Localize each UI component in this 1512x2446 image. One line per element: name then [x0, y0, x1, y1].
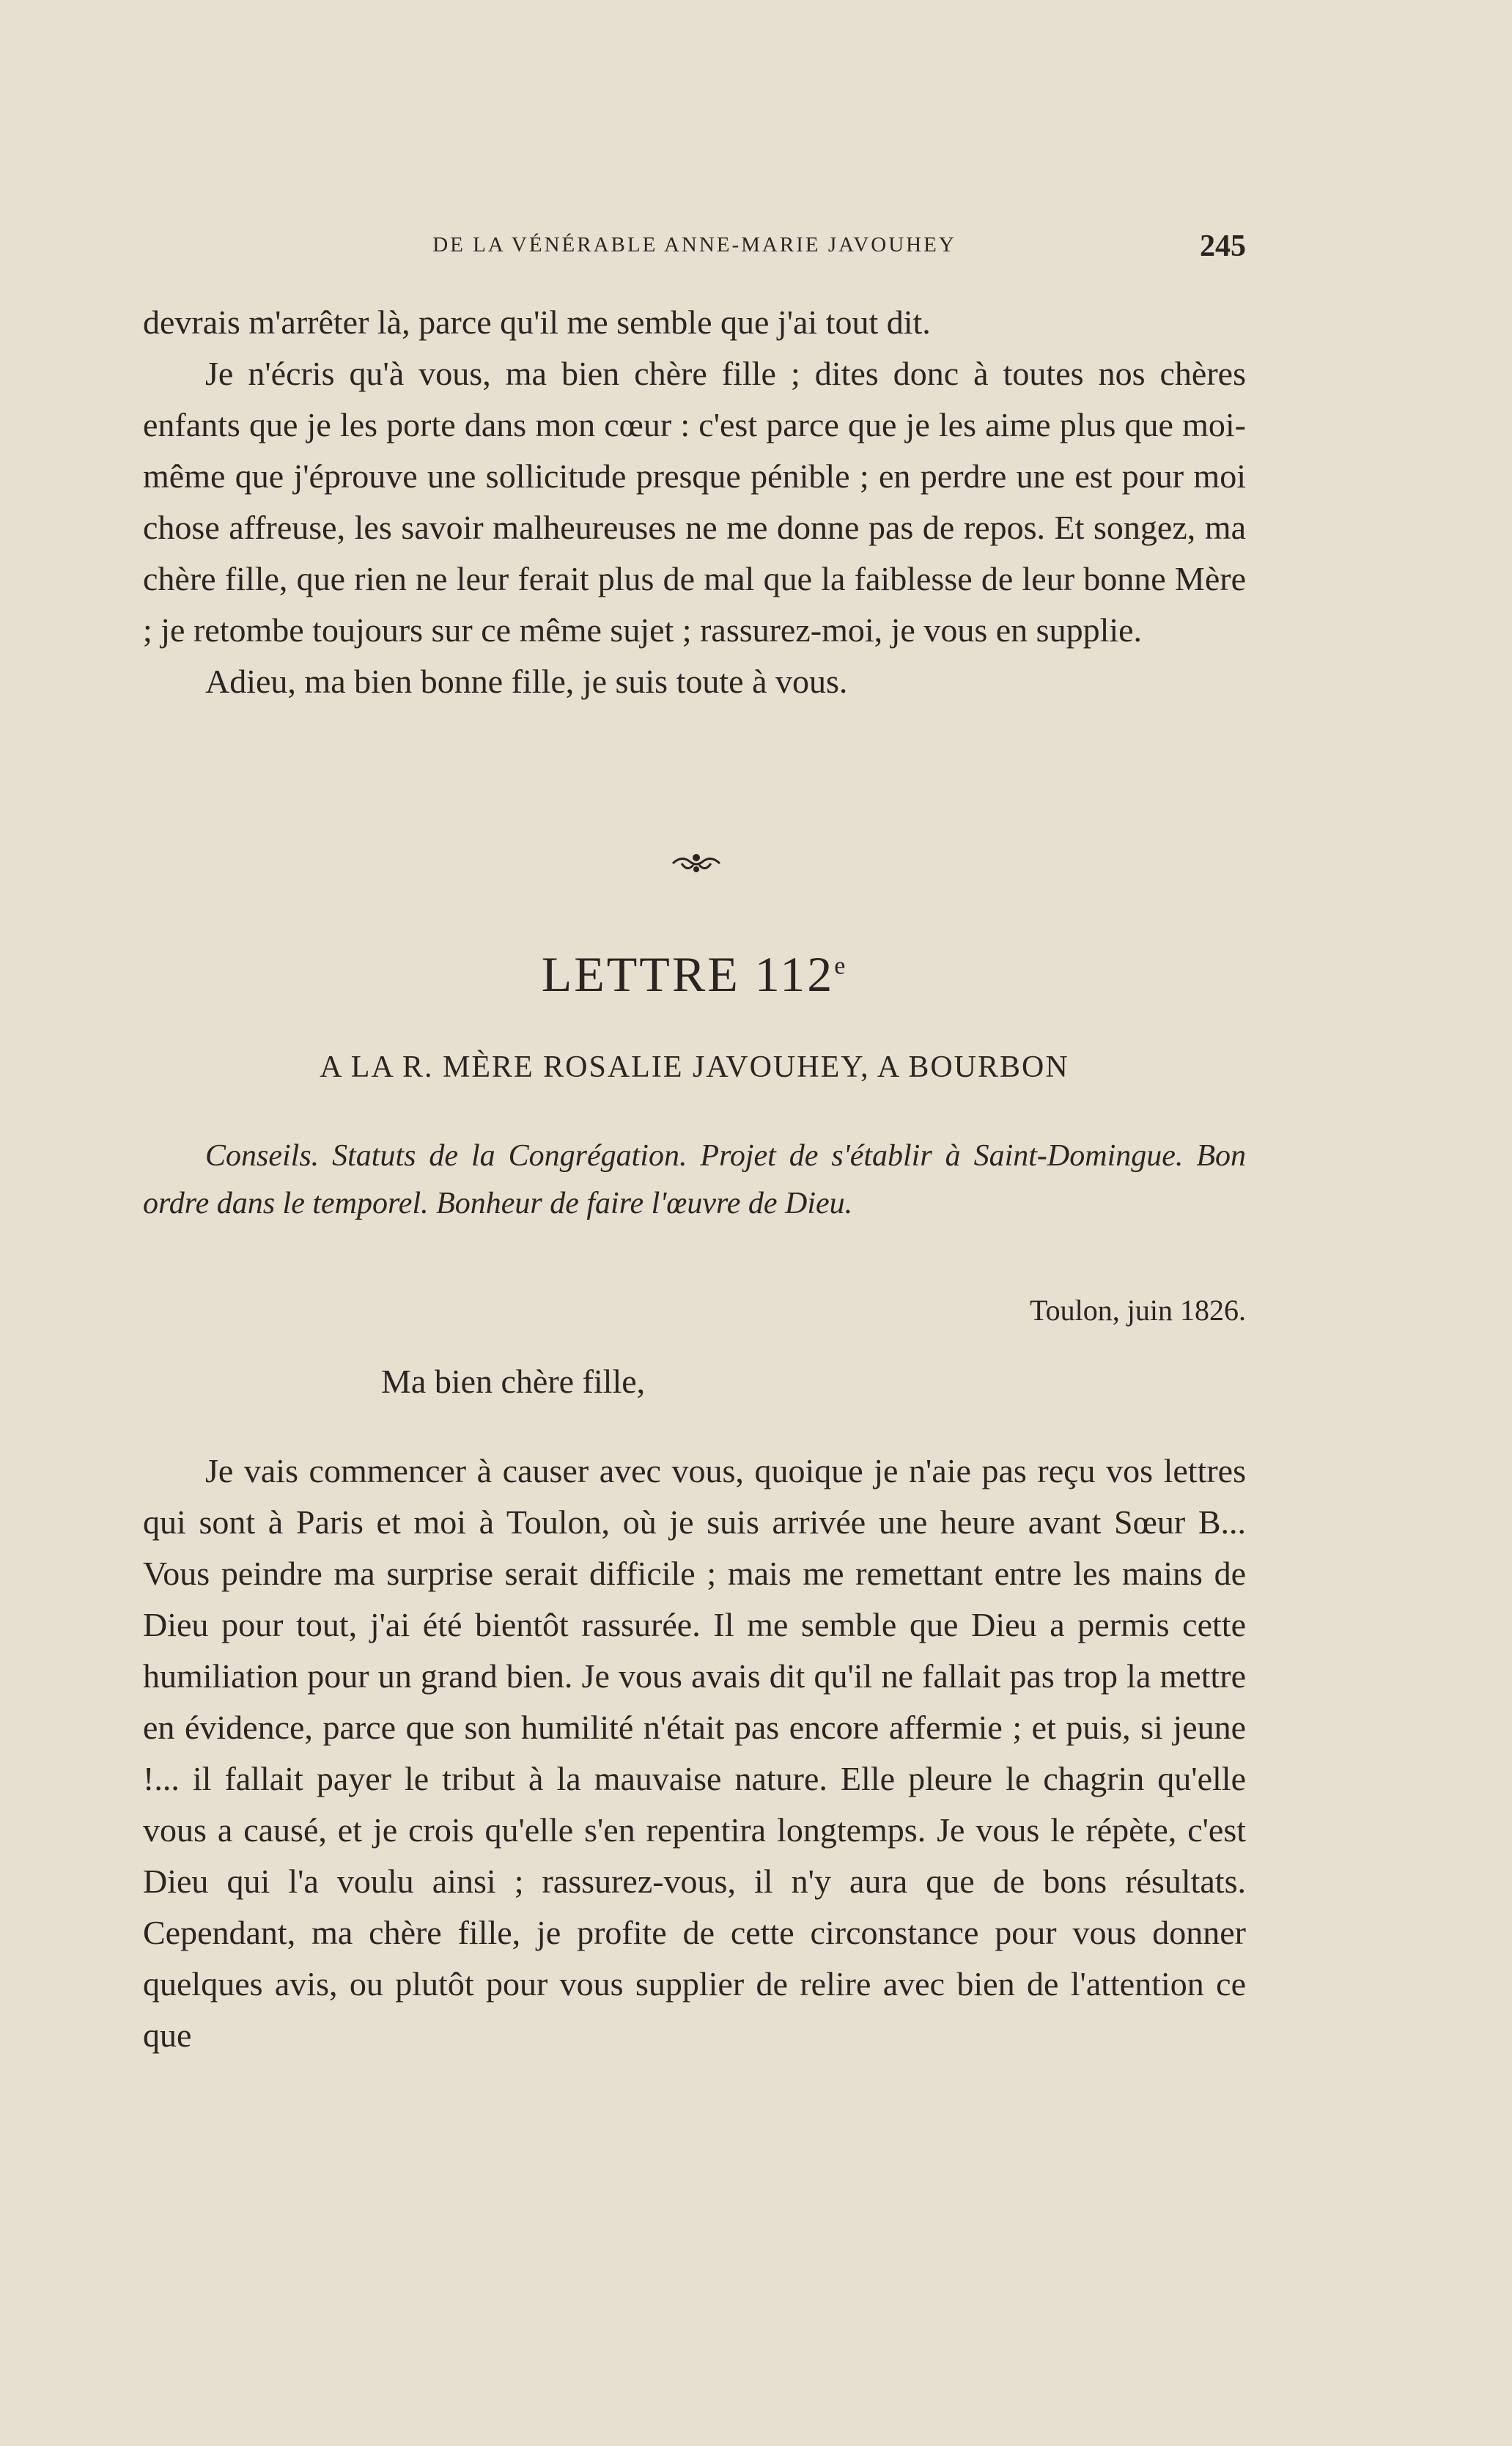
letter-body — [143, 1445, 1246, 2061]
letter-title-suffix: e — [834, 952, 848, 980]
letter-title — [0, 946, 1389, 1003]
continuation-line-0: devrais m'arrêter là, parce qu'il me semble que j'ai tout dit. — [143, 303, 931, 341]
page-number: 245 — [1200, 229, 1246, 263]
letter-addressee: A LA R. MÈRE ROSALIE JAVOUHEY, A BOURBON — [320, 1050, 1069, 1084]
letter-body-paragraph: Je vais commencer à causer avec vous, quoique je n'aie pas reçu vos lettres qui sont à Paris et moi à Toulon, où je suis arrivée une heure avant Sœur B... Vous peindre ma surprise serait difficile ; mais me remettant entre les mains de Dieu pour tout, j'ai été bientôt rassurée. Il me semble que Dieu a permis cette humiliation pour un grand bien. Je vous avais dit qu'il ne fallait pas trop la mettre en évidence, parce que son humilité n'était pas encore affermie ; et puis, si jeune !... il fallait payer le tribut à la mauvaise nature. Elle pleure le chagrin qu'elle vous a causé, et je crois qu'elle s'en repentira longtemps. Je vous le répète, c'est Dieu qui l'a voulu ainsi ; rassurez-vous, il n'y aura que de bons résultats. Cependant, ma chère fille, je profite de cette circonstance pour vous donner quelques avis, ou plutôt pour vous supplier de relire avec bien de l'attention ce que — [143, 1452, 1246, 2054]
closing-line: Adieu, ma bien bonne fille, je suis toute à vous. — [205, 663, 848, 700]
fleuron-ornament-icon — [667, 841, 726, 885]
page-header — [143, 229, 1246, 265]
letter-salutation: Ma bien chère fille, — [381, 1363, 646, 1400]
letter-place-date: Toulon, juin 1826. — [1030, 1294, 1246, 1327]
letter-title-text: LETTRE 112 — [541, 946, 835, 1002]
letter-summary: Conseils. Statuts de la Congrégation. Projet de s'établir à Saint-Domingue. Bon ordre dans le temporel. Bonheur de faire l'œuvre de Dieu. — [143, 1139, 1246, 1220]
running-title: DE LA VÉNÉRABLE ANNE-MARIE JAVOUHEY — [432, 233, 956, 257]
continuation-text — [143, 297, 1246, 707]
continuation-paragraph: Je n'écris qu'à vous, ma bien chère fille ; dites donc à toutes nos chères enfants que je les porte dans mon cœur : c'est parce que je les aime plus que moi-même que j'éprouve une sollicitude presque pénible ; en perdre une est pour moi chose affreuse, les savoir malheureuses ne me donne pas de repos. Et songez, ma chère fille, que rien ne leur ferait plus de mal que la faiblesse de leur bonne Mère ; je retombe toujours sur ce même sujet ; rassurez-moi, je vous en supplie. — [143, 355, 1246, 649]
